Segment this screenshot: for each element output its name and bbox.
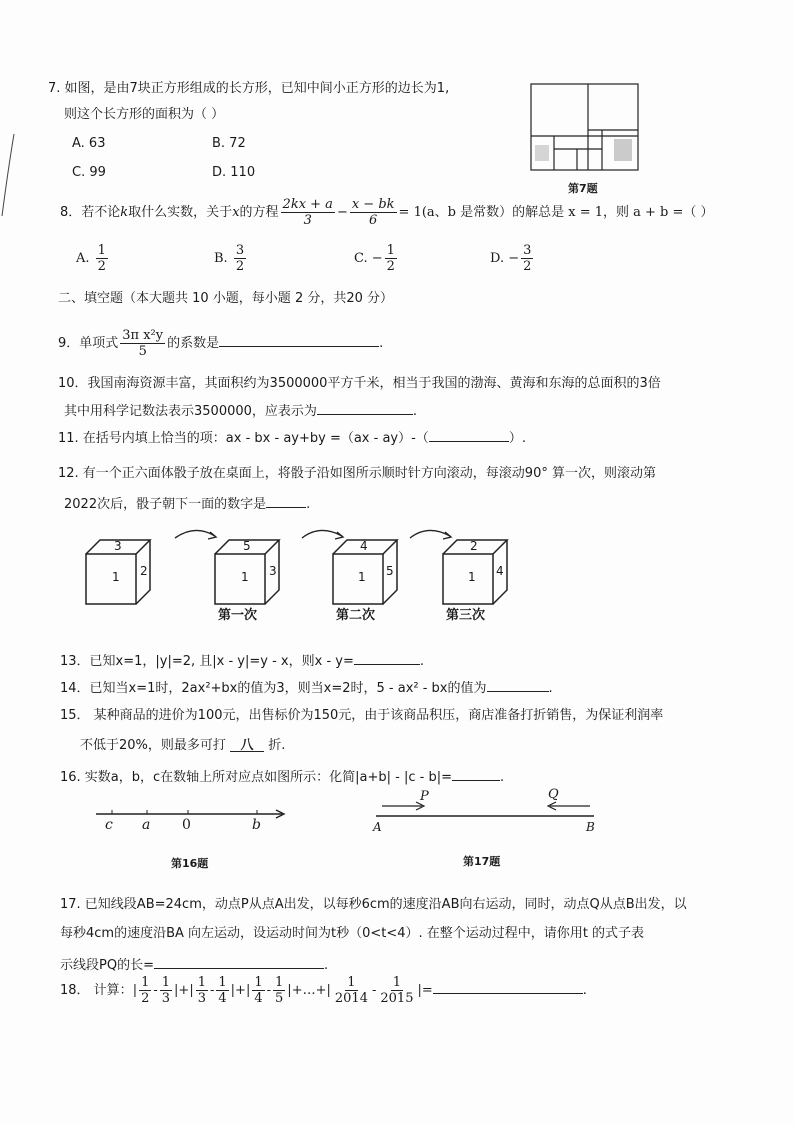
q10-answer-blank[interactable] xyxy=(317,400,413,415)
q7-figure-caption: 第7题 xyxy=(568,182,598,195)
margin-scan-mark xyxy=(0,130,20,220)
q8-frac1-denominator: 3 xyxy=(303,213,312,228)
frac xyxy=(273,975,285,1006)
q13-text: 13．已知x=1，|y|=2, 且|x - y|=y - x，则x - y= xyxy=(60,654,354,669)
option-numerator: 3 xyxy=(523,243,532,258)
option-sign: − xyxy=(508,251,520,266)
q17-caption: 第17题 xyxy=(463,855,501,868)
q8-eq-lead: 的方程 xyxy=(239,205,279,220)
q10-line1: 10．我国南海资源丰富，其面积约为3500000平方千米，相当于我国的渤海、黄海和东海的总面积的3倍 xyxy=(58,376,661,391)
option-denominator: 2 xyxy=(235,259,245,274)
q16-label-b: b xyxy=(252,817,261,833)
q16-answer-blank[interactable] xyxy=(452,766,500,781)
die-0-front: 1 xyxy=(112,570,120,584)
q13-answer-blank[interactable] xyxy=(354,650,420,665)
q8-frac2-denominator: 6 xyxy=(369,213,378,228)
die-2-top: 4 xyxy=(360,539,368,553)
q16-caption: 第16题 xyxy=(171,857,209,870)
frac xyxy=(139,975,151,1006)
q18-answer-blank[interactable] xyxy=(433,979,583,994)
q17-label-p: P xyxy=(420,789,429,804)
q8-eq-tail: = 1(a、b 是常数）的解总是 x = 1，则 a + b =（ ） xyxy=(398,205,714,220)
q8-fraction-2 xyxy=(350,197,397,228)
die-3-front: 1 xyxy=(468,570,476,584)
q15-line2-wrap xyxy=(80,737,285,755)
die-3-side: 4 xyxy=(496,564,504,578)
q10-line2: 其中用科学记数法表示3500000，应表示为 xyxy=(64,404,317,419)
q8-frac1-numerator: 2kx + a xyxy=(282,197,333,212)
q15-answer-handwritten[interactable]: 八 xyxy=(230,737,264,752)
q17-line2: 每秒4cm的速度沿BA 向左运动，设运动时间为t秒（0<t<4）. 在整个运动过程中，请你用t 的式子表 xyxy=(60,926,645,941)
q16-text: 16. 实数a，b，c在数轴上所对应点如图所示：化简|a+b| - |c - b|= xyxy=(60,770,453,785)
q15-tail: 折. xyxy=(268,738,286,753)
q8-k: k xyxy=(120,205,129,220)
option-numerator: 1 xyxy=(386,243,395,258)
die-2-front: 1 xyxy=(358,570,366,584)
option-denominator: 2 xyxy=(97,259,106,274)
option-fraction xyxy=(96,243,108,274)
q8-prefix: 8．若不论 xyxy=(60,205,121,220)
q18-equals: = xyxy=(421,983,433,998)
q17-answer-blank[interactable] xyxy=(154,954,324,969)
die-1-front: 1 xyxy=(241,570,249,584)
q10-line2-wrap: 其中用科学记数法表示3500000，应表示为 . xyxy=(64,400,417,421)
q18-expression: 18． 计算：| $\frac{1}{2}$ - $\frac{1}{3}$ |+| $\frac{1}{3}$ - $\frac{1}{4}$ |+| $\frac{1}{4}$ - $\frac{1}{5}$ |+…+| $\frac{1}{2014}$ - $\frac{1}{2015}$ |= . xyxy=(60,975,587,1006)
option-fraction xyxy=(521,243,533,274)
frac xyxy=(252,975,264,1006)
q12-line2-wrap: 2022次后，骰子朝下一面的数字是 . xyxy=(64,493,310,514)
q16-label-zero: 0 xyxy=(182,817,191,833)
frac xyxy=(196,975,208,1006)
q17-line1: 17. 已知线段AB=24cm，动点P从点A出发，以每秒6cm的速度沿AB向右运动，同时，动点Q从点B出发，以 xyxy=(60,897,687,912)
q8-statement xyxy=(60,197,714,228)
die-1-caption: 第一次 xyxy=(218,608,258,623)
q9-monomial xyxy=(120,328,165,359)
num: 1 xyxy=(254,975,263,990)
q16-number-line xyxy=(92,796,292,836)
den: 4 xyxy=(254,991,263,1006)
num: 1 xyxy=(141,975,150,990)
q15-line1: 15． 某种商品的进价为100元，出售标价为150元，由于该商品积压，商店准备打折销售，为保证利润率 xyxy=(60,708,664,723)
q8-option-a xyxy=(76,243,110,274)
q9-answer-blank[interactable] xyxy=(219,332,379,347)
num: 1 xyxy=(197,975,206,990)
q9-denominator: 5 xyxy=(138,344,147,359)
q18-ellipsis: +…+ xyxy=(291,983,327,998)
q8-minus: − xyxy=(336,205,348,220)
option-denominator: 2 xyxy=(386,259,395,274)
q12-answer-blank[interactable] xyxy=(266,493,306,508)
q8-option-c xyxy=(354,243,399,274)
die-1-top: 5 xyxy=(243,539,251,553)
die-1-side: 3 xyxy=(269,564,277,578)
option-numerator: 1 xyxy=(97,243,106,258)
q12-line2: 2022次后，骰子朝下一面的数字是 xyxy=(64,497,267,512)
num: 1 xyxy=(347,975,356,990)
q11-text: 11. 在括号内填上恰当的项：ax - bx - ay+by =（ax - ay）-（ xyxy=(58,431,429,446)
die-2-side: 5 xyxy=(386,564,394,578)
q14-answer-blank[interactable] xyxy=(487,677,549,692)
q14-wrap: 14．已知当x=1时，2ax²+bx的值为3，则当x=2时，5 - ax² - bx的值为 . xyxy=(60,677,553,698)
q16-wrap: 16. 实数a，b，c在数轴上所对应点如图所示：化简|a+b| - |c - b|= . xyxy=(60,766,504,787)
den: 2015 xyxy=(380,991,414,1006)
q8-fraction-1 xyxy=(281,197,335,228)
option-numerator: 3 xyxy=(235,243,245,258)
q17-label-q: Q xyxy=(548,787,559,802)
den: 2 xyxy=(141,991,150,1006)
num: 1 xyxy=(218,975,227,990)
q8-frac2-numerator: x − bk xyxy=(351,197,395,212)
num: 1 xyxy=(392,975,402,990)
q16-label-a: a xyxy=(142,817,151,833)
q7-option-a: A. 63 xyxy=(72,136,106,151)
option-sign: − xyxy=(371,251,383,266)
option-label: D. xyxy=(490,251,505,266)
frac xyxy=(333,975,370,1006)
die-3-caption: 第三次 xyxy=(446,608,486,623)
die-3-top: 2 xyxy=(470,539,478,553)
den: 3 xyxy=(197,991,206,1006)
option-fraction xyxy=(385,243,397,274)
q9-statement: 9．单项式 $\frac{\text{3π x²y}}{5}$ 的系数是 . xyxy=(58,328,384,359)
option-denominator: 2 xyxy=(523,259,532,274)
q12-line1: 12. 有一个正六面体骰子放在桌面上，将骰子沿如图所示顺时针方向滚动，每滚动90° 算一次，则滚动第 xyxy=(58,466,656,481)
option-label: A. xyxy=(76,251,90,266)
den: 3 xyxy=(161,991,171,1006)
option-label: B. xyxy=(214,251,228,266)
die-0-side: 2 xyxy=(140,564,148,578)
frac xyxy=(378,975,415,1006)
roll-arrow-1 xyxy=(175,530,215,538)
roll-arrow-3 xyxy=(410,530,450,538)
q13-wrap: 13．已知x=1，|y|=2, 且|x - y|=y - x，则x - y= . xyxy=(60,650,424,671)
q17-segment-figure xyxy=(368,792,604,832)
num: 1 xyxy=(161,975,171,990)
q8-mid: 取什么实数，关于 xyxy=(128,205,233,220)
den: 4 xyxy=(218,991,227,1006)
q8-option-b xyxy=(214,243,248,274)
q16-label-c: c xyxy=(105,817,113,833)
q17-line3: 示线段PQ的长= xyxy=(60,958,154,973)
q7-option-d: D. 110 xyxy=(212,165,256,180)
q15-line2: 不低于20%，则最多可打 xyxy=(80,738,226,753)
section-fill-in-heading: 二、填空题（本大题共 10 小题，每小题 2 分，共20 分） xyxy=(58,291,394,306)
q11-wrap xyxy=(58,427,526,448)
frac xyxy=(160,975,172,1006)
q7-option-b: B. 72 xyxy=(212,136,246,151)
die-0-top: 3 xyxy=(114,539,122,553)
q8-x: x xyxy=(232,205,240,220)
option-fraction xyxy=(234,243,246,274)
q17-label-a: A xyxy=(373,820,382,834)
roll-arrow-2 xyxy=(302,530,342,538)
num: 1 xyxy=(275,975,284,990)
q18-prefix: 18． 计算： xyxy=(60,983,133,998)
q14-text: 14．已知当x=1时，2ax²+bx的值为3，则当x=2时，5 - ax² - bx的值为 xyxy=(60,681,487,696)
q7-line2: 则这个长方形的面积为（ ） xyxy=(64,107,225,122)
option-label: C. xyxy=(354,251,368,266)
q9-numerator: 3π x²y xyxy=(122,328,164,343)
q17-line3-wrap: 示线段PQ的长= . xyxy=(60,954,328,975)
den: 2014 xyxy=(334,991,368,1006)
q17-label-b: B xyxy=(586,820,595,834)
q7-rectangle-figure xyxy=(530,83,640,171)
q7-option-c: C. 99 xyxy=(72,165,106,180)
q8-option-d xyxy=(490,243,535,274)
q11-answer-blank[interactable] xyxy=(429,427,509,442)
q9-suffix: 的系数是 xyxy=(167,336,220,351)
frac xyxy=(216,975,228,1006)
q11-tail: ）. xyxy=(508,431,526,446)
den: 5 xyxy=(275,991,284,1006)
die-2-caption: 第二次 xyxy=(336,608,376,623)
q7-line1: 7. 如图，是由7块正方形组成的长方形，已知中间小正方形的边长为1, xyxy=(48,81,450,96)
q9-prefix: 9．单项式 xyxy=(58,336,119,351)
